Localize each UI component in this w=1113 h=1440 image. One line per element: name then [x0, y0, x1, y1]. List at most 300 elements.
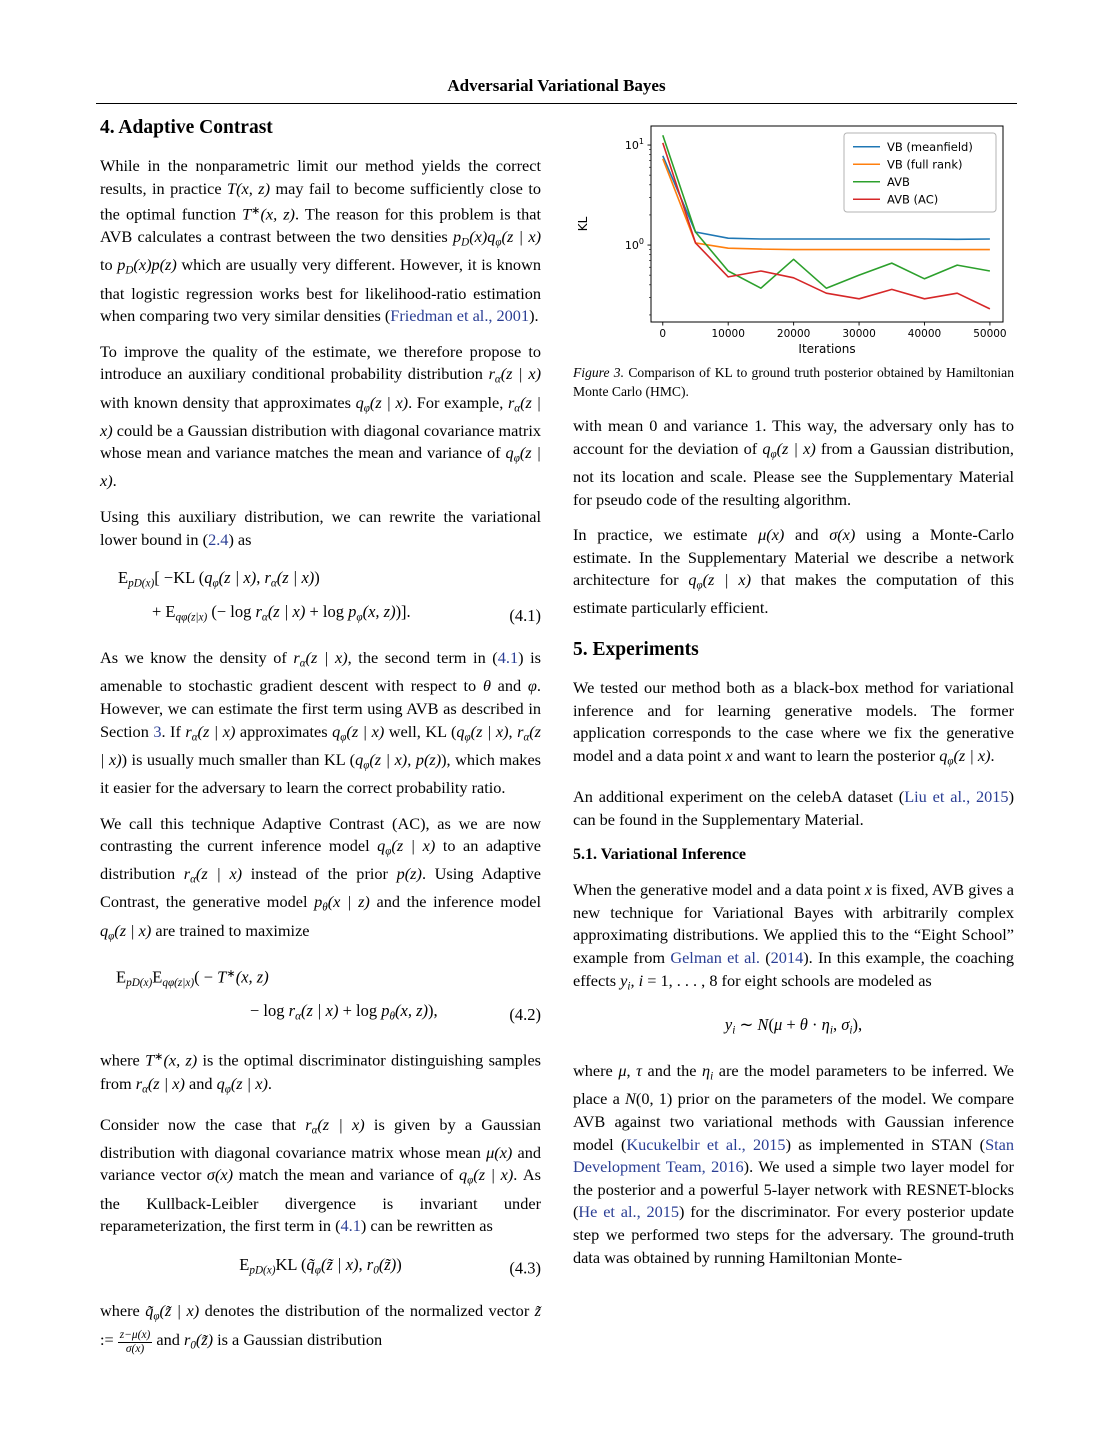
- text-run: r: [507, 392, 515, 412]
- section-heading-experiments: 5. Experiments: [573, 639, 699, 661]
- text-run: T(x, z): [227, 178, 271, 198]
- x-tick-label: 10000: [711, 328, 745, 340]
- text-run: approximates: [235, 721, 333, 741]
- text-run: [ −KL (: [154, 568, 205, 588]
- citation-link[interactable]: Gelman et al.: [670, 947, 760, 967]
- text-run: μ(x): [486, 1142, 513, 1162]
- text-run: (z̃ | x): [321, 1254, 359, 1274]
- text-run: T: [145, 1050, 155, 1070]
- text-run: φ: [464, 731, 471, 744]
- text-run: μ(x): [758, 525, 785, 545]
- figure-3: [573, 118, 1014, 401]
- equation-eight-schools: [573, 1011, 1014, 1045]
- text-run: :=: [100, 1329, 118, 1349]
- text-run: α: [514, 402, 521, 415]
- text-run: from a Gaussian distribution, not its location and scale. Please see the Supplementary Material for pseudo code of the resulting algorithm.: [573, 438, 1014, 509]
- text-run: and: [784, 525, 830, 545]
- text-run: r: [183, 1329, 191, 1349]
- equation-4-3: [100, 1251, 541, 1285]
- text-run: φ: [385, 845, 392, 858]
- text-run: where: [573, 1061, 619, 1081]
- text-run: p: [348, 601, 357, 621]
- text-run: is given by a Gaussian distribution with diagonal covariance matrix whose mean: [100, 1114, 541, 1162]
- text-run: r: [255, 601, 262, 621]
- text-run: q: [762, 438, 771, 458]
- text-run: q: [688, 570, 697, 590]
- text-run: ∗: [226, 967, 236, 980]
- text-run: φ: [363, 759, 370, 772]
- text-run: φ: [212, 577, 219, 590]
- text-run: (z | x): [100, 721, 542, 769]
- text-run: (z | x): [147, 1073, 185, 1093]
- text-run: qφ(z|x): [162, 976, 195, 989]
- text-run: . If: [161, 721, 186, 741]
- text-run: and the: [641, 1061, 703, 1081]
- text-run: ∗: [251, 205, 261, 218]
- text-run: ,: [508, 721, 518, 741]
- text-run: (x)p(z): [133, 255, 177, 275]
- text-run: φ: [513, 452, 520, 465]
- text-run: φ: [696, 579, 703, 592]
- citation-link[interactable]: 2014: [770, 947, 804, 967]
- text-run: α: [299, 657, 306, 670]
- paragraph: [573, 415, 1014, 511]
- text-run: φ: [356, 611, 363, 624]
- text-run: denotes the distribution of the normalized vector: [199, 1301, 535, 1321]
- text-run: x: [725, 745, 733, 765]
- text-run: (z | x): [300, 1000, 339, 1020]
- text-run: with mean 0 and variance 1. This way, the adversary only has to account for the deviation of: [573, 416, 1014, 458]
- text-run: and: [490, 676, 528, 696]
- text-run: ∗: [154, 1051, 164, 1064]
- text-run: ): [314, 568, 320, 588]
- text-run: is a Gaussian distribution: [213, 1329, 383, 1349]
- text-run: While in the nonparametric limit our method yields the correct results, in practice: [100, 156, 541, 198]
- citation-link[interactable]: Kucukelbir et al., 2015: [626, 1134, 786, 1154]
- paragraph: [573, 677, 1014, 773]
- text-run: E: [118, 568, 129, 588]
- running-head-title: Adversarial Variational Bayes: [447, 76, 666, 95]
- text-run: (z | x): [100, 443, 541, 491]
- x-tick-label: 30000: [842, 328, 876, 340]
- text-run: (x, z): [260, 204, 295, 224]
- text-run: φ: [947, 755, 954, 768]
- text-run: .: [990, 745, 995, 765]
- text-run: )].: [395, 601, 411, 621]
- text-run: pD(x): [126, 976, 153, 989]
- text-run: r: [517, 721, 524, 741]
- right-column: [573, 116, 1014, 1282]
- text-run: x: [864, 880, 872, 900]
- text-run: As we know the density of: [100, 648, 294, 668]
- text-run: using a Monte-Carlo estimate. In the Supplementary Material we describe a network architecture for: [573, 525, 1014, 590]
- text-run: ) as: [228, 529, 252, 549]
- text-run: r: [288, 1000, 296, 1020]
- text-run: (− log: [207, 601, 256, 621]
- text-run: 0: [190, 1339, 196, 1352]
- text-run: p: [381, 1000, 390, 1020]
- citation-link[interactable]: 2.4: [208, 529, 229, 549]
- inline-fraction: $\frac{z-\mu(x)}{\sigma(x)}$: [119, 1329, 151, 1355]
- text-run: (z | x): [276, 568, 315, 588]
- paragraph: [100, 506, 541, 551]
- text-run: α: [295, 1010, 301, 1023]
- text-run: θ: [389, 1010, 396, 1023]
- text-run: (z | x): [267, 601, 306, 621]
- paragraph: [100, 1046, 541, 1100]
- text-run: r: [366, 1254, 374, 1274]
- paragraph: [573, 524, 1014, 620]
- text-run: z̃: [534, 1301, 542, 1321]
- text-run: T: [242, 204, 252, 224]
- text-run: where: [100, 1050, 146, 1070]
- text-run: p: [453, 227, 462, 247]
- text-run: (z | x): [702, 570, 752, 590]
- text-run: . For example,: [408, 392, 508, 412]
- text-run: y: [724, 1014, 733, 1034]
- text-run: To improve the quality of the estimate, we therefore propose to introduce an auxiliary conditional probability distribution: [100, 341, 541, 384]
- text-run: ),: [428, 1000, 438, 1020]
- text-run: (z | x): [346, 721, 385, 741]
- text-run: which are usually very different. However, it is known that logistic regression works best for likelihood-ratio estimation when comparing two very similar densities (: [100, 255, 541, 326]
- legend-entry-label: AVB (AC): [887, 192, 939, 207]
- text-run: N: [625, 1089, 636, 1109]
- text-run: ) can be found in the Supplementary Material.: [573, 786, 1014, 829]
- text-run: ).: [529, 306, 539, 326]
- text-run: (z | x): [369, 749, 408, 769]
- text-run: 0: [373, 1264, 379, 1277]
- text-run: η: [702, 1061, 711, 1081]
- text-run: (z | x): [501, 227, 541, 247]
- text-run: ) as implemented in STAN (: [785, 1134, 986, 1154]
- text-run: i: [710, 1070, 714, 1083]
- citation-link[interactable]: 4.1: [497, 648, 519, 668]
- text-run: ) is usually much smaller than KL (: [121, 749, 356, 769]
- text-run: ), which makes it easier for the adversary to learn the correct probability ratio.: [100, 749, 542, 797]
- text-run: N: [757, 1014, 769, 1034]
- text-run: φ: [108, 930, 115, 943]
- text-run: E: [152, 967, 163, 987]
- text-run: σ(x): [829, 525, 856, 545]
- text-run: q: [459, 1165, 468, 1185]
- text-run: ),: [852, 1014, 863, 1034]
- text-run: well, KL (: [384, 721, 457, 741]
- text-run: φ: [770, 448, 777, 461]
- text-run: ,: [832, 1014, 842, 1034]
- text-run: α: [261, 611, 268, 624]
- text-run: α: [190, 873, 196, 886]
- legend-entry-label: VB (full rank): [887, 157, 963, 172]
- text-run: and want to learn the posterior: [732, 745, 940, 765]
- paragraph: [573, 786, 1014, 831]
- text-run: q: [204, 568, 213, 588]
- paragraph: [100, 647, 541, 799]
- text-run: We call this technique Adaptive Contrast (AC), as we are now contrasting the current inference model: [100, 813, 541, 856]
- text-run: (x | z): [327, 892, 370, 912]
- text-run: θ: [799, 1014, 808, 1034]
- text-run: and the inference model: [369, 892, 542, 912]
- text-run: φ: [495, 236, 502, 249]
- text-run: α: [191, 731, 198, 744]
- text-run: KL (: [275, 1254, 307, 1274]
- text-run: . As the Kullback-Leibler divergence is invariant under reparameterization, the first term in (: [100, 1165, 541, 1236]
- text-run: Consider now the case that: [100, 1114, 306, 1134]
- citation-link[interactable]: Liu et al., 2015: [904, 786, 1009, 806]
- text-run: η: [821, 1014, 830, 1034]
- subsection-heading-variational-inference: 5.1. Variational Inference: [573, 846, 747, 864]
- text-run: i: [829, 1024, 833, 1037]
- x-tick-label: 40000: [907, 328, 942, 340]
- text-run: and: [184, 1073, 217, 1093]
- text-run: (x, z): [395, 1000, 428, 1020]
- text-run: r: [293, 648, 300, 668]
- text-run: . However, we can estimate the first term using AVB as described in Section: [100, 676, 541, 741]
- paragraph: [100, 341, 541, 493]
- text-run: φ: [153, 1310, 160, 1323]
- text-run: = 1, . . . , 8 for eight schools are modeled as: [643, 970, 932, 990]
- equation-tag: (4.1): [509, 606, 541, 626]
- text-run: q: [355, 749, 364, 769]
- y-tick-label: $10^0$: [624, 237, 644, 253]
- text-run: q̃: [145, 1301, 154, 1321]
- citation-link[interactable]: 4.1: [340, 1216, 361, 1236]
- x-tick-label: 20000: [776, 328, 811, 340]
- text-run: and variance vector: [100, 1142, 542, 1185]
- text-run: (z | x): [100, 392, 541, 440]
- chart-svg: [573, 118, 1014, 358]
- text-run: E: [116, 967, 127, 987]
- text-run: p(z): [415, 749, 442, 769]
- paragraph: [100, 1300, 541, 1356]
- text-run: θ: [322, 901, 328, 914]
- text-run: .: [112, 471, 117, 491]
- text-run: r: [185, 721, 192, 741]
- text-run: + log: [305, 601, 349, 621]
- text-run: (z̃ | x): [159, 1301, 200, 1321]
- text-run: (z | x): [317, 1114, 365, 1134]
- text-run: where: [100, 1301, 146, 1321]
- text-run: When the generative model and a data point: [573, 880, 865, 900]
- text-run: is the optimal discriminator distinguishing samples from: [100, 1050, 542, 1093]
- text-run: ,: [358, 1254, 367, 1274]
- text-run: − log: [250, 1000, 289, 1020]
- equation-4-2: [100, 961, 541, 1031]
- text-run: φ: [527, 676, 537, 696]
- text-run: match the mean and variance of: [233, 1165, 460, 1185]
- text-run: (z | x): [776, 438, 816, 458]
- citation-link[interactable]: Friedman et al., 2001: [390, 306, 530, 326]
- text-run: with known density that approximates: [100, 392, 356, 412]
- paragraph: [100, 813, 541, 948]
- text-run: ): [396, 1254, 402, 1274]
- text-run: Figure 3.: [573, 365, 625, 380]
- text-run: θ: [482, 676, 491, 696]
- y-tick-label: $10^1$: [624, 137, 644, 153]
- text-run: ,: [407, 749, 416, 769]
- text-run: to an adaptive distribution: [100, 836, 542, 884]
- text-run: (: [759, 947, 771, 967]
- text-run: ) for the discriminator. For every posterior update step we performed two steps for the adversary. The ground-truth data was obtained by running Hamiltonian Monte-: [573, 1202, 1014, 1267]
- text-run: ). We used a simple two layer model for the posterior and a powerful 5-layer network with RESNET-blocks (: [573, 1157, 1014, 1222]
- text-run: (z | x): [953, 745, 991, 765]
- text-run: (z̃): [378, 1254, 397, 1274]
- text-run: could be a Gaussian distribution with diagonal covariance matrix whose mean and variance matches the mean and variance of: [100, 420, 541, 463]
- text-run: α: [142, 1083, 148, 1096]
- text-run: q: [216, 1073, 225, 1093]
- text-run: We tested our method both as a black-box method for variational inference and for learning generative models. The former application corresponds to the case where we fix the generative model and a data point: [573, 678, 1014, 765]
- text-run: An additional experiment on the celebA dataset (: [573, 786, 905, 806]
- x-tick-label: 50000: [973, 328, 1007, 340]
- text-run: (x, z): [163, 1050, 198, 1070]
- text-run: ) is amenable to stochastic gradient descent with respect to: [100, 648, 541, 696]
- text-run: E: [239, 1254, 250, 1274]
- text-run: α: [523, 731, 530, 744]
- citation-link[interactable]: Stan Development Team, 2016: [573, 1134, 1015, 1177]
- text-run: α: [311, 1124, 318, 1137]
- equation-line: [573, 1011, 1014, 1045]
- text-run: φ: [224, 1083, 231, 1096]
- text-run: i: [849, 1024, 853, 1037]
- text-run: q: [505, 443, 514, 463]
- text-run: (x, z): [235, 967, 269, 987]
- text-run: (z | x): [305, 648, 348, 668]
- text-run: instead of the prior: [242, 864, 397, 884]
- text-run: qφ(z|x): [175, 611, 208, 624]
- text-run: , the second term in (: [347, 648, 498, 668]
- text-run: Comparison of KL to ground truth posterior obtained by Hamiltonian Monte Carlo (HMC).: [573, 365, 1014, 399]
- text-run: (z | x): [470, 721, 509, 741]
- text-run: α: [270, 577, 277, 590]
- text-run: that makes the computation of this estimate particularly efficient.: [573, 570, 1015, 618]
- text-run: τ: [636, 1061, 642, 1081]
- text-run: q: [332, 721, 341, 741]
- text-run: ·: [807, 1014, 822, 1034]
- text-run: are the model parameters to be inferred. We place a: [573, 1061, 1015, 1109]
- text-run: and: [152, 1329, 184, 1349]
- left-column: [100, 116, 541, 1370]
- text-run: φ: [467, 1175, 474, 1187]
- text-run: μ: [773, 1014, 783, 1034]
- text-run: q̃: [306, 1254, 315, 1274]
- equation-line: [250, 997, 541, 1031]
- equation-line: [152, 598, 541, 632]
- text-run: (z | x): [230, 1073, 268, 1093]
- text-run: +: [782, 1014, 800, 1034]
- text-run: q: [100, 920, 109, 940]
- text-run: φ: [314, 1264, 321, 1277]
- text-run: In practice, we estimate: [573, 525, 759, 545]
- text-run: pD(x): [249, 1264, 276, 1277]
- paragraph: [573, 879, 1014, 998]
- text-run: r: [183, 864, 191, 884]
- text-run: i: [732, 1024, 736, 1037]
- equation-4-1: [100, 564, 541, 631]
- text-run: (x, z): [362, 601, 396, 621]
- text-run: q: [355, 392, 364, 412]
- section-heading-adaptive-contrast: 4. Adaptive Contrast: [100, 117, 273, 138]
- text-run: ,: [626, 1061, 637, 1081]
- text-run: r: [488, 364, 495, 384]
- text-run: ∼: [735, 1014, 758, 1034]
- text-run: ,: [256, 568, 265, 588]
- text-run: φ: [340, 731, 347, 744]
- text-run: (z̃): [195, 1329, 214, 1349]
- text-run: + E: [152, 601, 176, 621]
- text-run: y: [620, 970, 628, 990]
- text-run: r: [264, 568, 271, 588]
- text-run: α: [494, 373, 501, 386]
- citation-link[interactable]: He et al., 2015: [578, 1202, 680, 1222]
- citation-link[interactable]: 3: [153, 721, 162, 741]
- text-run: D: [461, 236, 470, 249]
- figure-caption: [573, 364, 1014, 401]
- text-run: (x)q: [469, 227, 496, 247]
- text-run: (z | x): [218, 568, 257, 588]
- text-run: p: [117, 255, 126, 275]
- paragraph: [573, 1060, 1014, 1269]
- text-run: r: [305, 1114, 312, 1134]
- text-run: ). In this example, the coaching effects: [573, 947, 1014, 990]
- text-run: Using this auxiliary distribution, we can rewrite the variational lower bound in (: [100, 506, 541, 549]
- text-run: may fail to become sufficiently close to the optimal function: [100, 178, 541, 224]
- equation-tag: (4.3): [509, 1258, 541, 1278]
- text-run: p: [314, 892, 323, 912]
- paragraph: [100, 1114, 541, 1238]
- text-run: i: [627, 980, 631, 993]
- text-run: σ: [841, 1014, 850, 1034]
- text-run: (z | x): [197, 721, 236, 741]
- text-run: σ(x): [206, 1165, 234, 1185]
- text-run: .: [267, 1073, 272, 1093]
- text-run: ( −: [194, 967, 218, 987]
- equation-line: [100, 1251, 541, 1285]
- text-run: pD(x): [128, 577, 155, 590]
- text-run: (z | x): [114, 920, 152, 940]
- text-run: , i: [630, 970, 644, 990]
- text-run: . Using Adaptive Contrast, the generative model: [100, 864, 541, 912]
- legend-entry-label: AVB: [887, 174, 910, 189]
- text-run: φ: [363, 402, 370, 415]
- text-run: (z | x): [391, 836, 436, 856]
- text-run: (z | x): [195, 864, 243, 884]
- text-run: D: [125, 265, 134, 277]
- text-run: T: [217, 967, 227, 987]
- text-run: + log: [338, 1000, 382, 1020]
- chart-y-axis-label: KL: [576, 216, 590, 232]
- x-tick-label: 0: [659, 328, 667, 340]
- text-run: p(z): [396, 864, 422, 884]
- text-run: to: [100, 255, 118, 275]
- text-run: (: [768, 1014, 774, 1034]
- text-run: (z | x): [500, 364, 541, 384]
- header-rule: [96, 103, 1017, 104]
- text-run: q: [456, 721, 465, 741]
- text-run: . The reason for this problem is that AVB calculates a contrast between the two densities: [100, 204, 542, 247]
- figure-chart: [573, 118, 1014, 358]
- equation-line: [118, 564, 541, 598]
- text-run: (z | x): [369, 392, 409, 412]
- text-run: (0, 1) prior on the parameters of the model. We compare AVB against two variational methods with Gaussian inference model (: [573, 1089, 1014, 1154]
- text-run: r: [135, 1073, 143, 1093]
- text-run: ) can be rewritten as: [360, 1216, 493, 1236]
- equation-tag: (4.2): [509, 1005, 541, 1025]
- chart-x-axis-label: Iterations: [798, 342, 856, 356]
- text-run: q: [377, 836, 386, 856]
- text-run: are trained to maximize: [151, 920, 310, 940]
- text-run: μ: [618, 1061, 627, 1081]
- text-run: is fixed, AVB gives a new technique for Variational Bayes with arbitrarily complex approximating distributions. We applied this to the “Eight School” example from: [573, 880, 1014, 967]
- text-run: q: [939, 745, 948, 765]
